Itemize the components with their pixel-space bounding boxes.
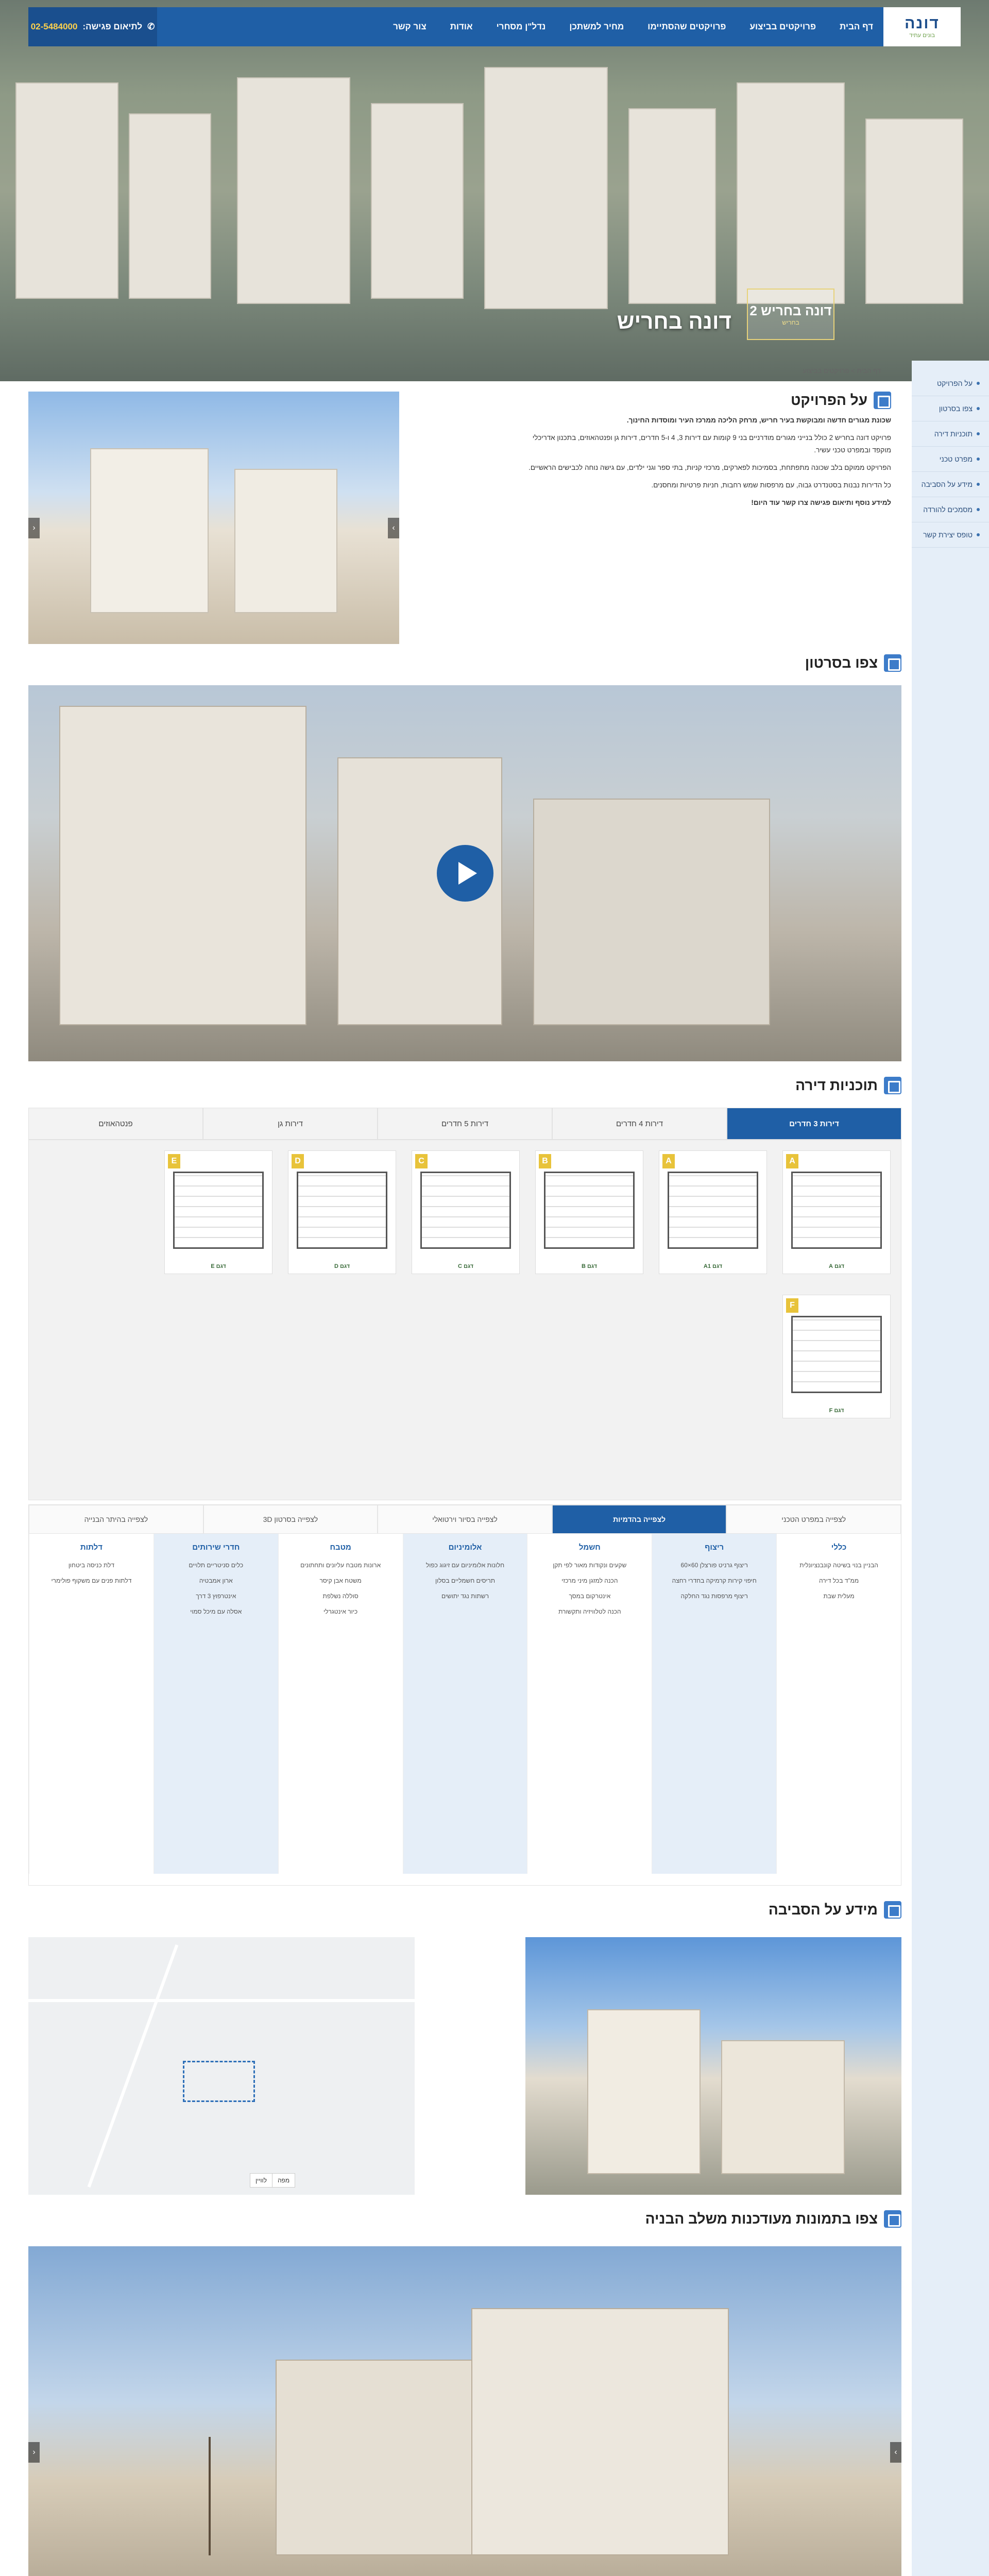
spec-column <box>154 1534 278 1874</box>
phone-icon: ✆ <box>147 22 155 31</box>
plan-tag: F <box>786 1298 798 1313</box>
about-text <box>515 392 891 509</box>
spec-item: מעלית שבת <box>823 1592 855 1600</box>
floorplan-icon <box>884 1077 901 1094</box>
map-type-toggle <box>250 2173 295 2188</box>
plan-card[interactable] <box>782 1295 891 1418</box>
bullet-icon <box>977 533 980 536</box>
hero-building <box>628 108 716 304</box>
tab-view-specs[interactable]: לצפייה במפרט הטכני <box>726 1505 901 1534</box>
spec-column <box>29 1534 154 1874</box>
sidebar-item-about[interactable] <box>912 371 989 396</box>
spec-item: רשתות נגד יתושים <box>441 1592 489 1600</box>
construction-building <box>276 2360 492 2555</box>
video-title-text: צפו בסרטון <box>805 655 878 671</box>
hero-building <box>129 113 211 299</box>
bullet-icon <box>977 432 980 435</box>
spec-item: כלים סניטריים תלויים <box>189 1562 244 1569</box>
gallery-prev-button[interactable]: ‹ <box>28 2442 40 2463</box>
cons-title <box>28 2210 901 2228</box>
floor-plans-section <box>28 1077 901 1499</box>
spec-item: סוללה נשלפת <box>322 1592 359 1600</box>
plans-tabs <box>28 1108 901 1140</box>
spec-item: הכנה למזגן מיני מרכזי <box>561 1577 618 1584</box>
cons-title-text: צפו בתמונות מעודכנות משלב הבניה <box>645 2211 878 2227</box>
building-render <box>90 448 209 613</box>
floorplan-drawing <box>791 1316 882 1393</box>
spec-column <box>527 1534 652 1874</box>
sidebar-item-specs[interactable] <box>912 447 989 472</box>
spec-item: ארון אמבטיה <box>199 1577 233 1584</box>
spec-item: דלתות פנים עם משקוף פולימרי <box>51 1577 132 1584</box>
construction-section <box>28 2210 901 2576</box>
bullet-icon <box>977 407 980 410</box>
tab-3d-video[interactable]: לצפייה בסרטון 3D <box>203 1505 378 1534</box>
plan-card[interactable] <box>659 1150 767 1274</box>
plan-label: דגם B <box>581 1263 598 1269</box>
plans-title-text: תוכניות דירה <box>795 1077 878 1093</box>
plan-tag: A <box>662 1154 675 1168</box>
map-road <box>88 1944 179 2188</box>
logo-subtitle: בונים עתיד <box>909 32 935 39</box>
hero-building <box>737 82 845 304</box>
video-building <box>59 706 306 1025</box>
breadcrumb: דף הבית > פרויקטים בביצוע <box>803 367 881 375</box>
video-player[interactable] <box>28 685 901 1061</box>
nav-item-contact[interactable]: צור קשר <box>393 22 427 31</box>
hero-building <box>865 118 963 304</box>
phone-number: 02-5484000 <box>30 22 78 31</box>
sidebar-item-label: מסמכים להורדה <box>923 505 973 514</box>
sidebar-item-downloads[interactable] <box>912 497 989 522</box>
plan-label: דגם E <box>211 1263 226 1269</box>
plan-label: דגם F <box>829 1408 844 1414</box>
bullet-icon <box>977 483 980 486</box>
spec-item: חיפוי קירות קרמיקה בחדרי רחצה <box>672 1577 757 1584</box>
location-map[interactable] <box>28 1937 415 2195</box>
hero-header <box>0 0 989 381</box>
spec-item: אינטרקום במסך <box>569 1592 611 1600</box>
plan-card[interactable] <box>535 1150 643 1274</box>
spec-item: ארונות מטבח עליונים ותחתונים <box>300 1562 381 1569</box>
tab-3-rooms[interactable]: דירות 3 חדרים <box>727 1108 901 1140</box>
hero-building <box>484 67 608 309</box>
nav-item-target-price[interactable]: מחיר למשתכן <box>569 22 624 31</box>
play-button[interactable] <box>437 845 493 902</box>
neighborhood-section <box>28 1901 901 2200</box>
specs-tabs <box>29 1505 901 1534</box>
sidebar-item-label: צפו בסרטון <box>939 404 973 413</box>
spec-column <box>776 1534 901 1874</box>
photo-building <box>587 2009 701 2174</box>
spec-item: ריצוף גרניט פורצלן 60×60 <box>680 1562 748 1569</box>
about-gallery[interactable] <box>28 392 399 644</box>
hero-building <box>237 77 350 304</box>
about-paragraph: כל הדירות נבנות בסטנדרט גבוה, עם מרפסות שמש רחבות, חניות פרטיות ומחסנים. <box>651 481 891 489</box>
construction-building <box>471 2308 729 2555</box>
bullet-icon <box>977 382 980 385</box>
hood-title-text: מידע על הסביבה <box>768 1902 878 1918</box>
video-icon <box>884 654 901 672</box>
tab-penthouse[interactable]: פנטהאוזים <box>28 1108 203 1140</box>
spec-heading: אלומיניום <box>448 1543 482 1552</box>
spec-heading: כללי <box>831 1543 847 1552</box>
bullet-icon <box>977 508 980 511</box>
spec-heading: ריצוף <box>705 1543 724 1552</box>
sidebar-item-video[interactable] <box>912 396 989 421</box>
gallery-next-button[interactable]: › <box>890 2442 901 2463</box>
tab-view-renders[interactable]: לצפייה בהדמיות <box>552 1505 727 1534</box>
project-logo <box>747 289 834 340</box>
project-logo-name: דונה בחריש 2 <box>749 302 832 318</box>
sidebar-item-label: על הפרויקט <box>936 379 973 387</box>
section-sidebar <box>912 361 989 2576</box>
tab-5-rooms[interactable]: דירות 5 חדרים <box>378 1108 552 1140</box>
about-title <box>515 392 891 409</box>
spec-item: אסלה עם מיכל סמוי <box>190 1608 242 1615</box>
video-building <box>533 799 770 1025</box>
logo-text: דונה <box>905 15 940 32</box>
bullet-icon <box>977 457 980 461</box>
plan-tag: C <box>415 1154 428 1168</box>
about-paragraph: הפרויקט ממוקם בלב שכונה מתפתחת, בסמיכות לפארקים, מרכזי קניות, בתי ספר וגני ילדים, עם גישה נוחה לכבישים הראשיים. <box>528 464 891 471</box>
tab-4-rooms[interactable]: דירות 4 חדרים <box>552 1108 727 1140</box>
nav-item-projects-in-progress[interactable]: פרויקטים בביצוע <box>749 22 816 31</box>
photo-icon <box>884 2210 901 2228</box>
video-title <box>28 654 901 672</box>
plans-title <box>28 1077 901 1094</box>
spec-item: דלת כניסה ביטחון <box>68 1562 115 1569</box>
spec-item: חלונות אלומיניום עם זיגוג כפול <box>425 1562 505 1569</box>
plan-tag: E <box>168 1154 180 1168</box>
top-navigation-bar <box>28 7 961 46</box>
spec-column <box>278 1534 403 1874</box>
photo-building <box>721 2040 845 2174</box>
about-lead: שכונת מגורים חדשה ומבוקשת בעיר חריש, מרחק הליכה ממרכז העיר ומוסדות החינוך. <box>626 416 891 424</box>
floorplan-drawing <box>791 1172 882 1249</box>
spec-item: תריסים חשמליים בסלון <box>435 1577 496 1584</box>
plan-label: דגם C <box>457 1263 474 1269</box>
nav-item-completed-projects[interactable]: פרויקטים שהסתיימו <box>647 22 726 31</box>
hero-building <box>371 103 464 299</box>
sidebar-item-contact-form[interactable] <box>912 522 989 548</box>
plan-tag: A <box>786 1154 798 1168</box>
nav-item-about[interactable]: אודות <box>450 22 473 31</box>
plan-label: דגם A1 <box>703 1263 723 1269</box>
spec-item: הכנה לטלוויזיה ותקשורת <box>558 1608 621 1615</box>
building-render <box>234 469 337 613</box>
spec-item: אינטרפוץ 3 דרך <box>196 1592 236 1600</box>
phone-box[interactable] <box>28 7 157 46</box>
tab-building-permit[interactable]: לצפייה בהיתר הבנייה <box>29 1505 203 1534</box>
spec-item: ריצוף מרפסות נגד החלקה <box>680 1592 748 1600</box>
spec-column <box>652 1534 776 1874</box>
building-icon <box>874 392 891 409</box>
plans-grid <box>28 1140 901 1500</box>
sidebar-item-neighborhood[interactable] <box>912 472 989 497</box>
tab-garden[interactable]: דירות גן <box>203 1108 378 1140</box>
plan-label: דגם D <box>334 1263 350 1269</box>
sidebar-item-label: מידע על הסביבה <box>921 480 973 488</box>
project-logo-sub: בחריש <box>782 318 799 326</box>
crane <box>209 2437 211 2555</box>
map-road <box>28 1999 415 2002</box>
about-section <box>28 392 901 644</box>
floorplan-drawing <box>297 1172 387 1249</box>
spec-heading: מטבח <box>330 1543 351 1552</box>
tab-virtual-tour[interactable]: לצפייה בסיור וירטואלי <box>378 1505 552 1534</box>
spec-item: הבניין בנוי בשיטה קונבנציונלית <box>799 1562 878 1569</box>
map-type-map[interactable]: מפה <box>277 2177 290 2184</box>
sidebar-item-plans[interactable] <box>912 421 989 447</box>
floorplan-drawing <box>544 1172 635 1249</box>
plan-card[interactable] <box>164 1150 272 1274</box>
construction-gallery[interactable] <box>28 2246 901 2576</box>
spec-item: ממ"ד בכל דירה <box>819 1577 859 1584</box>
phone-label: לתיאום פגישה: <box>82 22 143 31</box>
sidebar-item-label: טופס יצירת קשר <box>923 531 973 539</box>
nav-item-home[interactable]: דף הבית <box>840 22 873 31</box>
plan-label: דגם A <box>828 1263 845 1269</box>
plan-tag: D <box>292 1154 304 1168</box>
spec-heading: חשמל <box>578 1543 601 1552</box>
specs-columns <box>29 1534 901 1874</box>
page-title: דונה בחריש <box>617 309 731 333</box>
spec-heading: דלתות <box>80 1543 103 1552</box>
about-paragraph: פרויקט דונה בחריש 2 כולל בנייני מגורים מודרניים בני 9 קומות עם דירות 3, 4 ו-5 חדרים, דירות גן ופנטהאוזים, בתכנון אדריכלי מוקפד ובמפרט טכני עשיר. <box>532 434 891 454</box>
gallery-prev-button[interactable]: ‹ <box>28 518 40 538</box>
technical-specs-section <box>28 1504 901 1886</box>
neighborhood-photo <box>525 1937 901 2195</box>
hero-building <box>15 82 118 299</box>
floorplan-drawing <box>420 1172 511 1249</box>
hood-title <box>28 1901 901 1919</box>
about-title-text: על הפרויקט <box>791 392 867 408</box>
sidebar-item-label: מפרט טכני <box>939 455 973 463</box>
map-type-satellite[interactable]: לוויין <box>250 2174 272 2187</box>
spec-item: שקעים ונקודות מאור לפי תקן <box>553 1562 627 1569</box>
nav-item-commercial[interactable]: נדל"ן מסחרי <box>496 22 546 31</box>
floorplan-drawing <box>173 1172 264 1249</box>
spec-column <box>403 1534 527 1874</box>
plan-tag: B <box>539 1154 551 1168</box>
spec-heading: חדרי שירותים <box>192 1543 240 1552</box>
project-marker[interactable] <box>183 2061 255 2102</box>
spec-item: משטח אבן קיסר <box>319 1577 362 1584</box>
plan-card[interactable] <box>288 1150 396 1274</box>
video-section <box>28 654 901 1066</box>
floorplan-drawing <box>668 1172 758 1249</box>
sidebar-item-label: תוכניות דירה <box>934 430 973 438</box>
main-nav <box>393 7 873 46</box>
map-icon <box>884 1901 901 1919</box>
spec-item: כיור אינטגרלי <box>323 1608 358 1615</box>
plan-card[interactable] <box>412 1150 520 1274</box>
gallery-next-button[interactable]: › <box>388 518 399 538</box>
about-cta: למידע נוסף ותיאום פגישה צרו קשר עוד היום! <box>751 499 891 506</box>
plan-card[interactable] <box>782 1150 891 1274</box>
site-logo[interactable] <box>883 7 961 46</box>
